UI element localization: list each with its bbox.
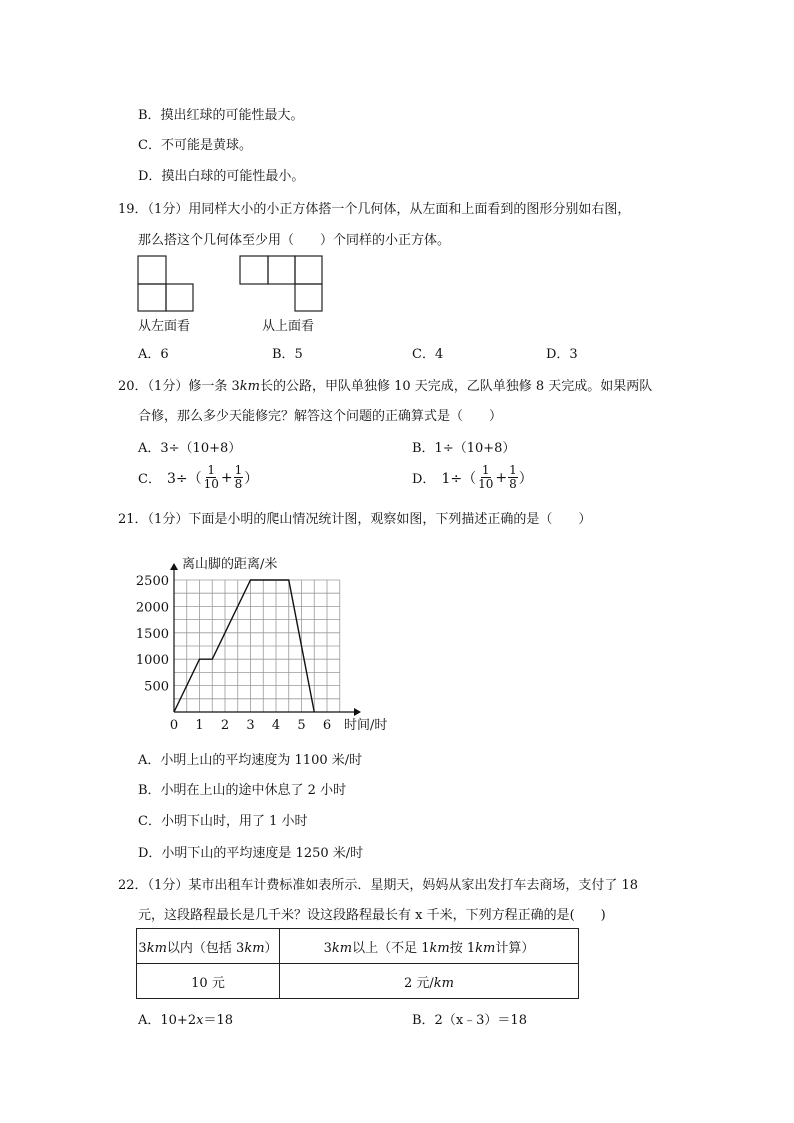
q21-stem: 21．（1分）下面是小明的爬山情况统计图，观察如图，下列描述正确的是（ ） [118, 512, 592, 527]
q20-line1-part-a: 20．（1分）修一条 3 [118, 379, 240, 394]
y-tick-label: 1500 [135, 626, 169, 642]
y-axis-arrow [170, 563, 178, 570]
q19-option-a: A．6 [138, 347, 169, 362]
text: 以上（不足 1 [352, 940, 430, 956]
q19-top-view-label: 从上面看 [262, 319, 315, 334]
q22-stem-line2: 元，这段路程最长是几千米？设这段路程最长有 x 千米，下列方程正确的是( ) [138, 908, 606, 923]
top-view-shape [240, 256, 322, 311]
variable-x: x [196, 1013, 204, 1028]
plus-sign: + [495, 469, 508, 486]
q21-option-d: D．小明下山的平均速度是 1250 米/时 [138, 846, 364, 861]
closing-paren: ） [244, 470, 259, 487]
left-view-shape [138, 256, 193, 311]
y-axis-label: 离山脚的距离/米 [182, 557, 278, 572]
unit-km: km [331, 940, 353, 956]
table-cell: 10 元 [137, 964, 280, 999]
number: 3 [323, 940, 332, 956]
q20-option-c [138, 464, 258, 491]
x-tick-label: 0 [169, 718, 179, 733]
table-header-cell [137, 929, 280, 964]
climbing-line-chart [130, 535, 400, 735]
denominator: 10 [203, 477, 219, 491]
q22-option-b: B．2（x﹣3）＝18 [412, 1013, 527, 1028]
q18-option-c: C．不可能是黄球。 [138, 138, 252, 153]
x-tick-label: 1 [195, 718, 204, 733]
chart-grid [174, 580, 340, 712]
fraction-one-tenth [477, 464, 494, 491]
q20-option-d [412, 464, 533, 491]
text: ＝18 [203, 1013, 233, 1028]
expression-prefix: 3÷（ [166, 470, 202, 487]
y-tick-label: 2000 [135, 600, 169, 616]
q22-option-a [138, 1009, 233, 1028]
y-tick-label: 1000 [135, 653, 169, 669]
q19-stem-line2: 那么搭这个几何体至少用（ ）个同样的小正方体。 [138, 233, 451, 248]
q20-stem-line1 [118, 375, 652, 394]
q19-left-view-label: 从左面看 [138, 319, 191, 334]
numerator: 1 [481, 463, 490, 477]
q19-views-figure [130, 250, 340, 314]
x-tick-label: 5 [297, 718, 306, 733]
chart-axes [170, 563, 361, 716]
text: 按 1 [449, 940, 476, 956]
numerator: 1 [207, 463, 216, 477]
text: 2 元/ [403, 975, 434, 991]
taxi-fare-table [136, 928, 579, 999]
table-row [137, 929, 579, 964]
q18-option-d: D．摸出白球的可能性最小。 [138, 169, 305, 184]
option-label: D． [412, 472, 436, 487]
x-axis-label: 时间/时 [344, 718, 388, 733]
q19-option-c: C．4 [412, 347, 444, 362]
numerator: 1 [509, 463, 517, 477]
q20-option-b: B．1÷（10+8） [412, 441, 516, 456]
unit-km: km [244, 940, 265, 956]
unit-km: km [433, 975, 454, 991]
text: 计算） [495, 940, 535, 956]
q19-option-b: B．5 [272, 347, 303, 362]
q18-option-b: B．摸出红球的可能性最大。 [138, 108, 304, 123]
q20-option-a: A．3÷（10+8） [138, 441, 242, 456]
text: ） [264, 940, 278, 956]
unit-km: km [146, 940, 167, 956]
numerator: 1 [234, 463, 243, 477]
q19-stem-line1: 19．（1分）用同样大小的小正方体搭一个几何体，从左面和上面看到的图形分别如右图， [118, 202, 631, 217]
plus-sign: + [220, 469, 233, 486]
number: 3 [138, 940, 147, 956]
x-tick-label: 6 [322, 718, 332, 733]
x-tick-label: 3 [246, 718, 255, 733]
y-tick-label: 500 [144, 679, 169, 695]
text: 以内（包括 3 [166, 940, 245, 956]
fraction-one-eighth [234, 464, 244, 491]
table-row [137, 964, 579, 999]
denominator: 8 [509, 477, 517, 491]
unit-km: km [429, 940, 450, 956]
q22-stem-line1: 22．（1分）某市出租车计费标准如表所示．星期天，妈妈从家出发打车去商场，支付了 18 [118, 878, 638, 893]
denominator: 10 [478, 477, 494, 491]
unit-km: km [475, 940, 496, 956]
q20-stem-line2: 合修，那么多少天能修完？解答这个问题的正确算式是（ ） [138, 409, 503, 424]
fraction-one-eighth [508, 464, 518, 491]
unit-km: km [239, 379, 260, 394]
q19-option-d: D．3 [546, 347, 578, 362]
q21-option-b: B．小明在上山的途中休息了 2 小时 [138, 783, 347, 798]
option-label: C． [138, 472, 161, 487]
q21-option-a: A．小明上山的平均速度为 1100 米/时 [138, 753, 363, 768]
q21-option-c: C．小明下山时，用了 1 小时 [138, 814, 308, 829]
denominator: 8 [234, 477, 243, 491]
text: A．10+2 [138, 1013, 197, 1028]
fraction-one-tenth [203, 464, 220, 491]
table-cell [280, 964, 579, 999]
x-axis-arrow [354, 708, 361, 716]
table-header-cell [280, 929, 579, 964]
x-tick-label: 4 [271, 718, 281, 733]
y-tick-label: 2500 [135, 574, 169, 589]
closing-paren: ） [518, 470, 533, 487]
q20-line1-part-b: 长的公路，甲队单独修 10 天完成，乙队单独修 8 天完成。如果两队 [259, 379, 653, 394]
x-tick-label: 2 [220, 718, 230, 733]
expression-prefix: 1÷（ [441, 470, 477, 487]
